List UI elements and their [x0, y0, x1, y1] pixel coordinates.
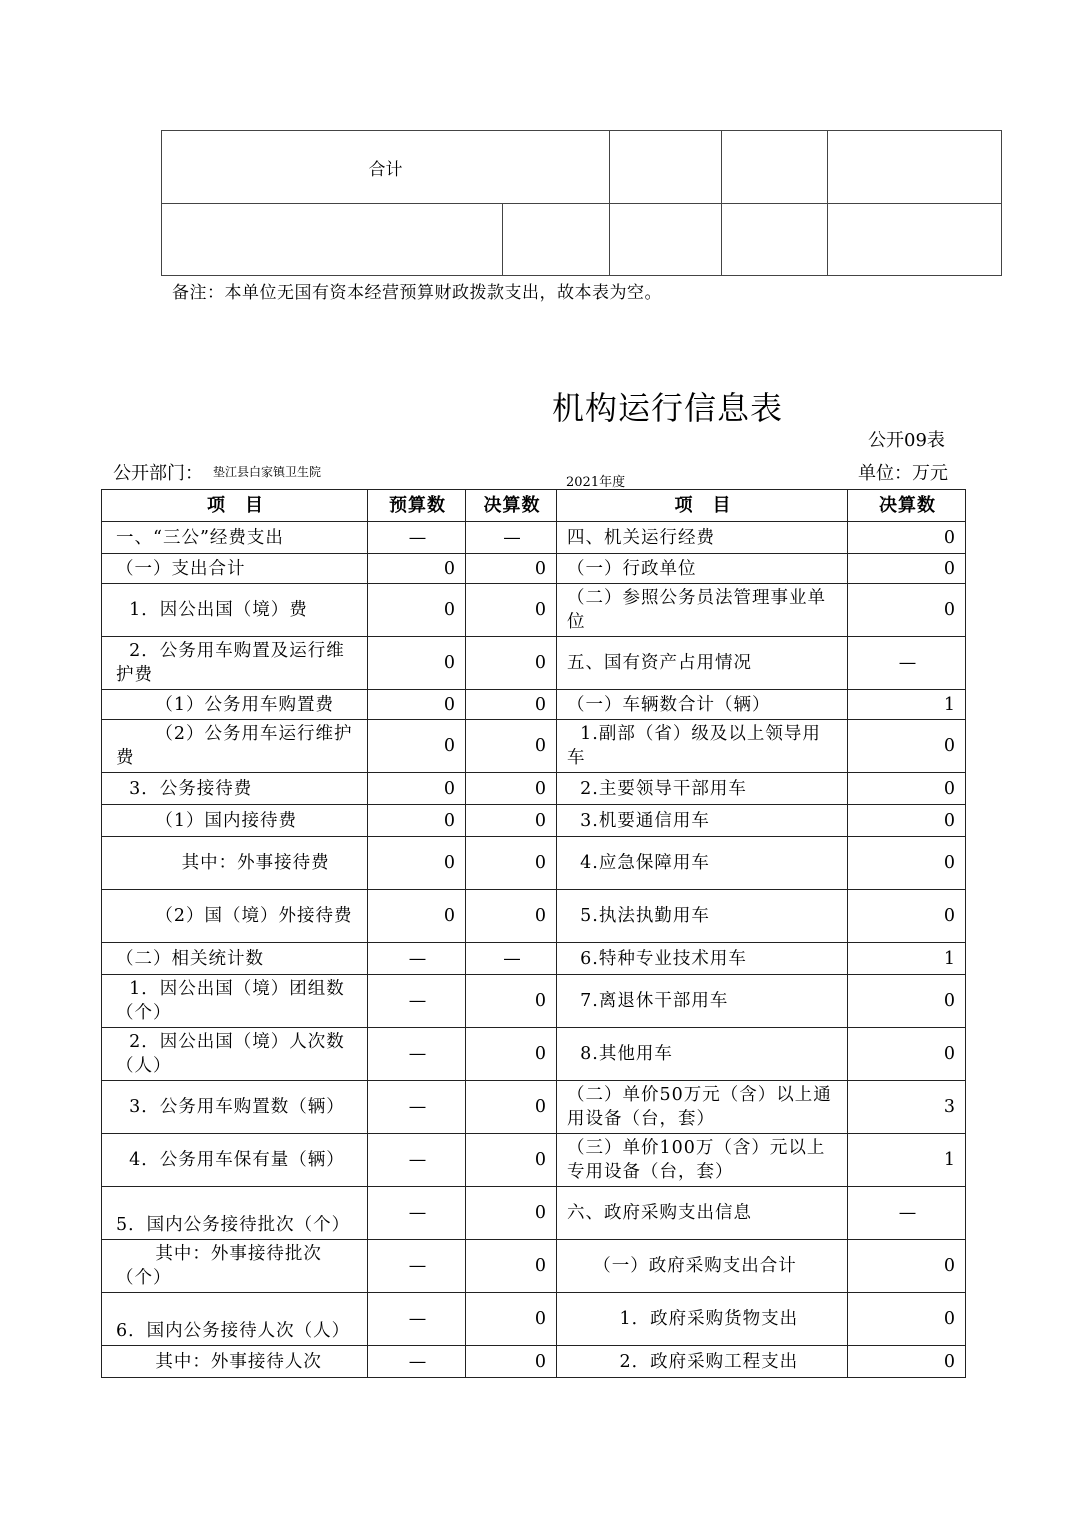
- top-table-total-label: 合计: [162, 131, 610, 204]
- row-item-right: 六、政府采购支出信息: [557, 1187, 848, 1240]
- row-item-left: 2．因公出国（境）人次数（人）: [102, 1028, 368, 1081]
- row-item-right: 7.离退休干部用车: [557, 975, 848, 1028]
- header-item-right: 项 目: [557, 490, 848, 522]
- row-item-right: （一）行政单位: [557, 554, 848, 584]
- row-budget: —: [368, 1081, 466, 1134]
- row-final-right: 1: [848, 1134, 966, 1187]
- row-budget: —: [368, 1028, 466, 1081]
- row-final-left: 0: [466, 837, 557, 890]
- row-item-left: 其中：外事接待费: [102, 837, 368, 890]
- row-final-right: 0: [848, 720, 966, 773]
- table-row: [102, 1293, 966, 1346]
- row-final-right: 0: [848, 773, 966, 805]
- row-item-left: （1）公务用车购置费: [102, 690, 368, 720]
- table-row: [102, 1346, 966, 1378]
- row-final-right: 0: [848, 890, 966, 943]
- row-final-left: 0: [466, 1028, 557, 1081]
- row-item-left: 6．国内公务接待人次（人）: [102, 1293, 368, 1346]
- row-final-left: 0: [466, 690, 557, 720]
- row-final-right: 1: [848, 943, 966, 975]
- row-final-left: 0: [466, 805, 557, 837]
- row-item-right: 2.主要领导干部用车: [557, 773, 848, 805]
- row-final-left: 0: [466, 1081, 557, 1134]
- row-item-right: 1.副部（省）级及以上领导用车: [557, 720, 848, 773]
- row-final-left: 0: [466, 584, 557, 637]
- row-final-left: 0: [466, 975, 557, 1028]
- top-table-cell: [828, 204, 1002, 276]
- row-item-left: 4．公务用车保有量（辆）: [102, 1134, 368, 1187]
- top-table-cell: [162, 204, 503, 276]
- row-final-right: 0: [848, 1346, 966, 1378]
- row-final-right: —: [848, 637, 966, 690]
- table-row: [102, 837, 966, 890]
- row-budget: —: [368, 1240, 466, 1293]
- table-row: [102, 554, 966, 584]
- table-row: [102, 1081, 966, 1134]
- row-budget: —: [368, 1346, 466, 1378]
- row-item-left: 1．因公出国（境）费: [102, 584, 368, 637]
- table-row: [102, 943, 966, 975]
- row-item-left: （一）支出合计: [102, 554, 368, 584]
- top-table-total-row: [162, 131, 1002, 204]
- row-item-right: 3.机要通信用车: [557, 805, 848, 837]
- top-table-cell: [503, 204, 610, 276]
- table-row: [102, 1240, 966, 1293]
- row-budget: 0: [368, 837, 466, 890]
- row-final-left: 0: [466, 1346, 557, 1378]
- row-final-left: —: [466, 522, 557, 554]
- row-item-right: 8.其他用车: [557, 1028, 848, 1081]
- table-row: [102, 1028, 966, 1081]
- row-item-right: （一）车辆数合计（辆）: [557, 690, 848, 720]
- row-item-right: （三）单价100万（含）元以上专用设备（台，套）: [557, 1134, 848, 1187]
- top-table-cell: [610, 204, 722, 276]
- row-final-left: 0: [466, 554, 557, 584]
- row-item-left: 3．公务接待费: [102, 773, 368, 805]
- header-budget: 预算数: [368, 490, 466, 522]
- header-final-right: 决算数: [848, 490, 966, 522]
- table-number: 公开09表: [868, 430, 945, 451]
- row-item-right: 五、国有资产占用情况: [557, 637, 848, 690]
- row-final-left: 0: [466, 637, 557, 690]
- row-item-right: 1．政府采购货物支出: [557, 1293, 848, 1346]
- row-item-left: （二）相关统计数: [102, 943, 368, 975]
- row-item-left: 2．公务用车购置及运行维护费: [102, 637, 368, 690]
- unit-label: 单位：万元: [858, 463, 948, 484]
- row-budget: 0: [368, 720, 466, 773]
- row-item-left: 一、“三公”经费支出: [102, 522, 368, 554]
- row-item-left: 1．因公出国（境）团组数（个）: [102, 975, 368, 1028]
- table-header-row: [102, 490, 966, 522]
- table-row: [102, 720, 966, 773]
- row-budget: 0: [368, 690, 466, 720]
- top-table-cell: [722, 131, 828, 204]
- row-final-right: —: [848, 1187, 966, 1240]
- row-budget: 0: [368, 554, 466, 584]
- row-budget: —: [368, 1293, 466, 1346]
- info-table: [101, 489, 966, 1378]
- row-item-left: 其中：外事接待人次: [102, 1346, 368, 1378]
- row-item-right: 2．政府采购工程支出: [557, 1346, 848, 1378]
- table-row: [102, 1134, 966, 1187]
- row-final-left: 0: [466, 773, 557, 805]
- top-table-cell: [828, 131, 1002, 204]
- row-budget: —: [368, 1134, 466, 1187]
- table-row: [102, 773, 966, 805]
- row-item-left: （2）公务用车运行维护费: [102, 720, 368, 773]
- row-item-right: 5.执法执勤用车: [557, 890, 848, 943]
- row-budget: 0: [368, 637, 466, 690]
- row-final-right: 0: [848, 805, 966, 837]
- table-row: [102, 690, 966, 720]
- top-table-cell: [722, 204, 828, 276]
- table-row: [102, 805, 966, 837]
- row-final-right: 0: [848, 522, 966, 554]
- department-name: 垫江县白家镇卫生院: [213, 465, 322, 479]
- row-item-right: （二）单价50万元（含）以上通用设备（台，套）: [557, 1081, 848, 1134]
- row-final-right: 0: [848, 975, 966, 1028]
- row-item-right: （二）参照公务员法管理事业单位: [557, 584, 848, 637]
- table-row: [102, 522, 966, 554]
- table-row: [102, 975, 966, 1028]
- header-item-left: 项 目: [102, 490, 368, 522]
- top-table-cell: [610, 131, 722, 204]
- row-budget: 0: [368, 890, 466, 943]
- table-row: [102, 584, 966, 637]
- department-label: 公开部门：: [113, 463, 203, 484]
- row-item-left: （2）国（境）外接待费: [102, 890, 368, 943]
- row-budget: —: [368, 522, 466, 554]
- row-item-right: 四、机关运行经费: [557, 522, 848, 554]
- row-budget: 0: [368, 773, 466, 805]
- row-item-right: 4.应急保障用车: [557, 837, 848, 890]
- table-row: [102, 1187, 966, 1240]
- table-row: [102, 637, 966, 690]
- row-item-left: 其中：外事接待批次（个）: [102, 1240, 368, 1293]
- row-budget: —: [368, 1187, 466, 1240]
- row-budget: 0: [368, 805, 466, 837]
- row-final-left: 0: [466, 720, 557, 773]
- row-final-right: 0: [848, 1293, 966, 1346]
- row-final-left: 0: [466, 1240, 557, 1293]
- row-budget: 0: [368, 584, 466, 637]
- page-title: 机构运行信息表: [552, 389, 784, 427]
- row-item-left: 5．国内公务接待批次（个）: [102, 1187, 368, 1240]
- row-final-right: 0: [848, 837, 966, 890]
- row-final-left: 0: [466, 1187, 557, 1240]
- row-final-left: 0: [466, 1134, 557, 1187]
- row-final-right: 0: [848, 1028, 966, 1081]
- row-final-left: 0: [466, 1293, 557, 1346]
- row-final-right: 3: [848, 1081, 966, 1134]
- table-body: [102, 522, 966, 1378]
- top-table-empty-row: [162, 204, 1002, 276]
- row-item-left: 3．公务用车购置数（辆）: [102, 1081, 368, 1134]
- table-row: [102, 890, 966, 943]
- row-budget: —: [368, 943, 466, 975]
- row-item-right: 6.特种专业技术用车: [557, 943, 848, 975]
- fiscal-year: 2021年度: [566, 475, 626, 490]
- note-text: 备注：本单位无国有资本经营预算财政拨款支出，故本表为空。: [172, 283, 662, 303]
- row-budget: —: [368, 975, 466, 1028]
- row-item-left: （1）国内接待费: [102, 805, 368, 837]
- row-final-left: 0: [466, 890, 557, 943]
- header-final-left: 决算数: [466, 490, 557, 522]
- row-final-right: 1: [848, 690, 966, 720]
- row-final-right: 0: [848, 1240, 966, 1293]
- top-table: [161, 130, 1002, 276]
- row-final-right: 0: [848, 554, 966, 584]
- row-item-right: （一）政府采购支出合计: [557, 1240, 848, 1293]
- row-final-right: 0: [848, 584, 966, 637]
- row-final-left: —: [466, 943, 557, 975]
